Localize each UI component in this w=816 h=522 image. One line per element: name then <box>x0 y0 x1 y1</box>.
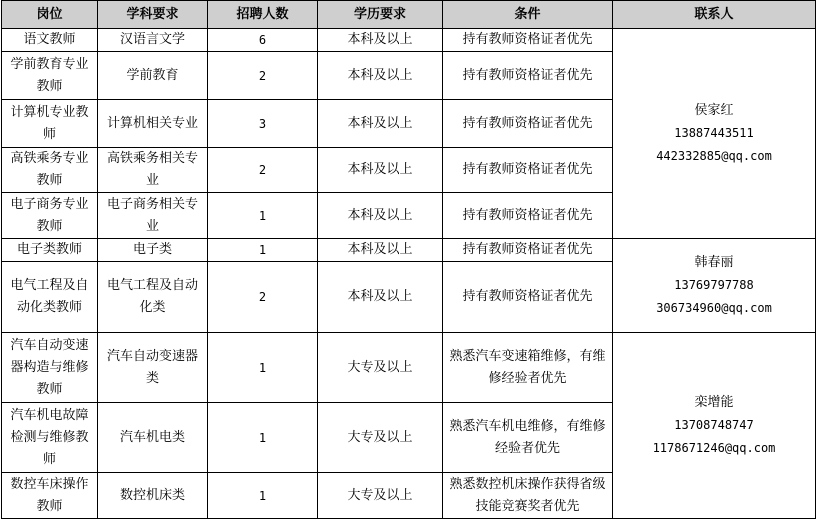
cell-education: 本科及以上 <box>318 148 443 193</box>
cell-education: 大专及以上 <box>318 403 443 473</box>
header-education: 学历要求 <box>318 1 443 29</box>
cell-subject: 数控机床类 <box>98 473 208 519</box>
contact-cell <box>613 29 816 239</box>
header-count: 招聘人数 <box>208 1 318 29</box>
cell-count: 1 <box>208 333 318 403</box>
table-row <box>2 29 816 52</box>
cell-position: 汽车机电故障检测与维修教师 <box>2 403 98 473</box>
contact-cell <box>613 239 816 333</box>
cell-condition: 持有教师资格证者优先 <box>443 100 613 148</box>
cell-education: 本科及以上 <box>318 193 443 239</box>
cell-position: 计算机专业教师 <box>2 100 98 148</box>
cell-position: 汽车自动变速器构造与维修教师 <box>2 333 98 403</box>
cell-count: 2 <box>208 52 318 100</box>
contact-name: 侯家红 <box>694 103 734 118</box>
cell-education: 本科及以上 <box>318 100 443 148</box>
table-row <box>2 239 816 262</box>
cell-position: 电子商务专业教师 <box>2 193 98 239</box>
cell-education: 本科及以上 <box>318 29 443 52</box>
cell-position: 学前教育专业教师 <box>2 52 98 100</box>
contact-phone: 13708748747 <box>674 418 754 432</box>
contact-email: 306734960@qq.com <box>656 301 772 315</box>
contact-phone: 13769797788 <box>674 278 754 292</box>
cell-subject: 电气工程及自动化类 <box>98 262 208 333</box>
cell-count: 6 <box>208 29 318 52</box>
cell-position: 语文教师 <box>2 29 98 52</box>
cell-subject: 计算机相关专业 <box>98 100 208 148</box>
cell-condition: 熟悉数控机床操作获得省级技能竞赛奖者优先 <box>443 473 613 519</box>
cell-condition: 持有教师资格证者优先 <box>443 29 613 52</box>
contact-cell <box>613 333 816 519</box>
contact-email: 1178671246@qq.com <box>652 441 776 455</box>
cell-subject: 汽车机电类 <box>98 403 208 473</box>
header-contact: 联系人 <box>613 1 816 29</box>
cell-count: 1 <box>208 473 318 519</box>
cell-education: 本科及以上 <box>318 239 443 262</box>
header-row <box>2 1 816 29</box>
cell-position: 电气工程及自动化类教师 <box>2 262 98 333</box>
cell-subject: 高铁乘务相关专业 <box>98 148 208 193</box>
cell-education: 大专及以上 <box>318 473 443 519</box>
cell-education: 本科及以上 <box>318 52 443 100</box>
cell-count: 1 <box>208 193 318 239</box>
cell-subject: 电子类 <box>98 239 208 262</box>
cell-condition: 持有教师资格证者优先 <box>443 148 613 193</box>
cell-count: 3 <box>208 100 318 148</box>
table-row <box>2 333 816 403</box>
cell-condition: 持有教师资格证者优先 <box>443 52 613 100</box>
cell-subject: 电子商务相关专业 <box>98 193 208 239</box>
header-position: 岗位 <box>2 1 98 29</box>
cell-condition: 持有教师资格证者优先 <box>443 239 613 262</box>
cell-condition: 熟悉汽车机电维修，有维修经验者优先 <box>443 403 613 473</box>
cell-subject: 汽车自动变速器类 <box>98 333 208 403</box>
recruitment-table <box>1 0 816 519</box>
cell-subject: 汉语言文学 <box>98 29 208 52</box>
contact-name: 栾增能 <box>694 395 734 410</box>
cell-education: 大专及以上 <box>318 333 443 403</box>
cell-count: 2 <box>208 262 318 333</box>
contact-email: 442332885@qq.com <box>656 149 772 163</box>
cell-count: 1 <box>208 403 318 473</box>
cell-education: 本科及以上 <box>318 262 443 333</box>
cell-position: 高铁乘务专业教师 <box>2 148 98 193</box>
cell-subject: 学前教育 <box>98 52 208 100</box>
cell-count: 2 <box>208 148 318 193</box>
cell-position: 电子类教师 <box>2 239 98 262</box>
header-condition: 条件 <box>443 1 613 29</box>
cell-count: 1 <box>208 239 318 262</box>
cell-condition: 持有教师资格证者优先 <box>443 193 613 239</box>
cell-position: 数控车床操作教师 <box>2 473 98 519</box>
contact-name: 韩春丽 <box>694 255 734 270</box>
cell-condition: 持有教师资格证者优先 <box>443 262 613 333</box>
cell-condition: 熟悉汽车变速箱维修，有维修经验者优先 <box>443 333 613 403</box>
contact-phone: 13887443511 <box>674 126 754 140</box>
header-subject: 学科要求 <box>98 1 208 29</box>
